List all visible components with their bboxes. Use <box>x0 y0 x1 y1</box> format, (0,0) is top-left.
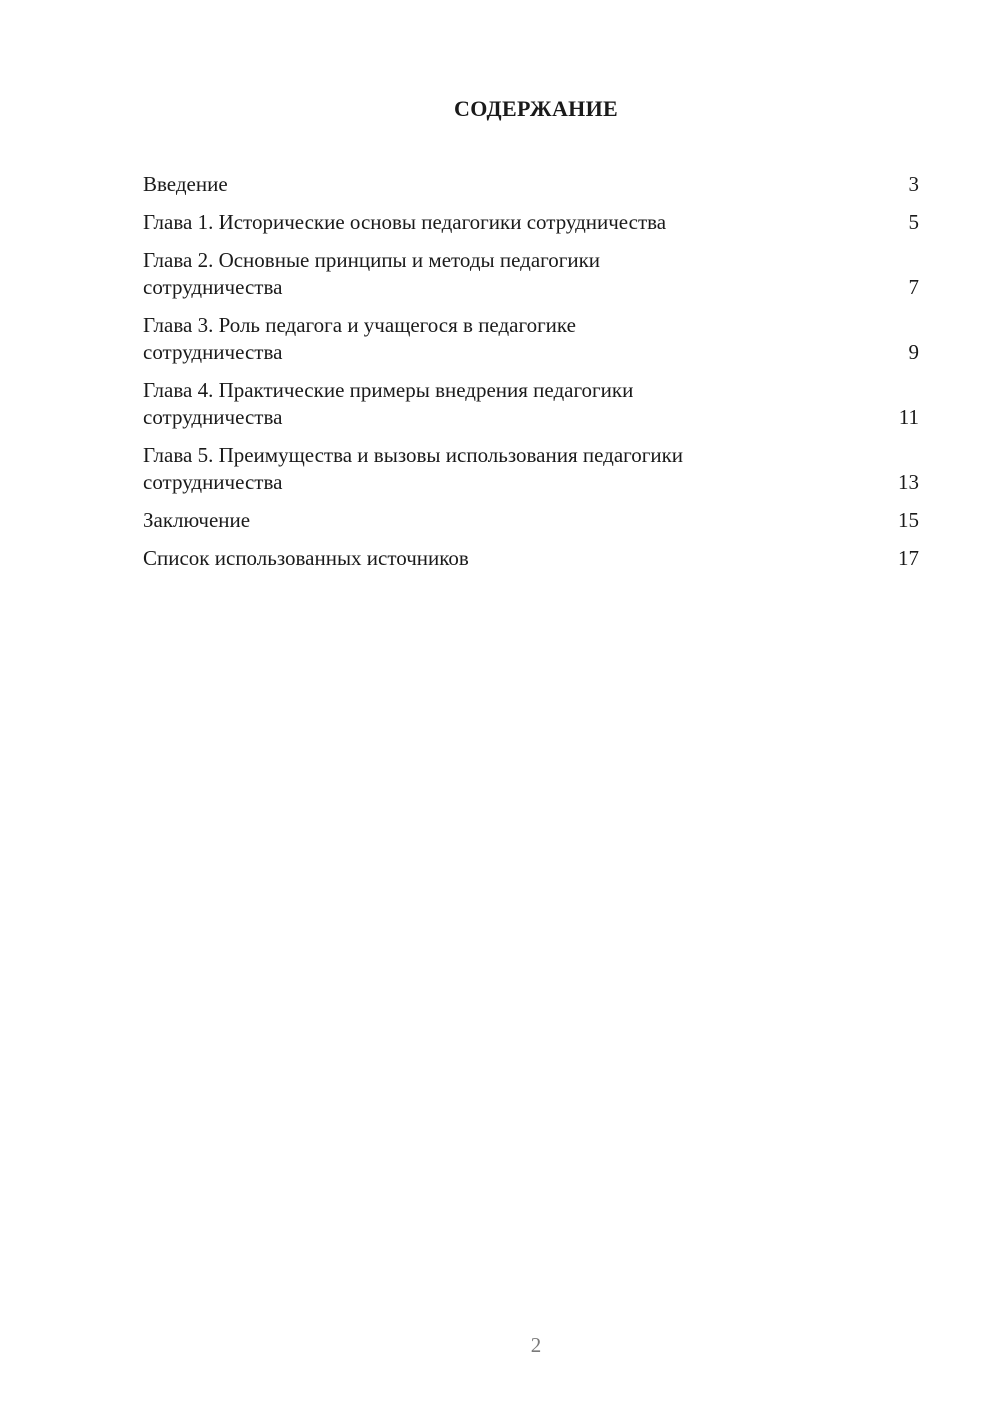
toc-entry-title: Глава 2. Основные принципы и методы педагогики сотрудничества <box>143 248 601 299</box>
toc-entry-page-number: 13 <box>898 470 919 494</box>
page-number: 2 <box>530 1333 542 1357</box>
toc-heading: СОДЕРЖАНИЕ <box>454 96 618 121</box>
toc-entry-title: Глава 1. Исторические основы педагогики сотрудничества <box>143 210 667 234</box>
toc-entry-introduction <box>143 171 919 198</box>
toc-entry-page-number: 9 <box>908 340 919 364</box>
toc-entry-chapter-4 <box>143 377 919 431</box>
toc-entry-page-number: 11 <box>898 405 919 429</box>
toc-entry-title: Глава 5. Преимущества и вызовы использования педагогики сотрудничества <box>143 443 684 494</box>
toc-entry-title: Заключение <box>143 508 251 532</box>
toc-entry-chapter-1 <box>143 209 919 236</box>
toc-entry-references <box>143 545 919 572</box>
table-of-contents <box>143 171 919 583</box>
toc-entry-page-number: 3 <box>908 172 919 196</box>
toc-entry-chapter-5 <box>143 442 919 496</box>
toc-entry-conclusion <box>143 507 919 534</box>
toc-entry-title: Глава 4. Практические примеры внедрения педагогики сотрудничества <box>143 378 634 429</box>
toc-entry-page-number: 15 <box>898 508 919 532</box>
toc-entry-chapter-3 <box>143 312 919 366</box>
toc-entry-title: Глава 3. Роль педагога и учащегося в педагогике сотрудничества <box>143 313 576 364</box>
toc-entry-page-number: 7 <box>908 275 919 299</box>
toc-entry-page-number: 5 <box>908 210 919 234</box>
toc-entry-chapter-2 <box>143 247 919 301</box>
toc-entry-page-number: 17 <box>898 546 919 570</box>
toc-entry-title: Введение <box>143 172 228 196</box>
toc-entry-title: Список использованных источников <box>143 546 469 570</box>
